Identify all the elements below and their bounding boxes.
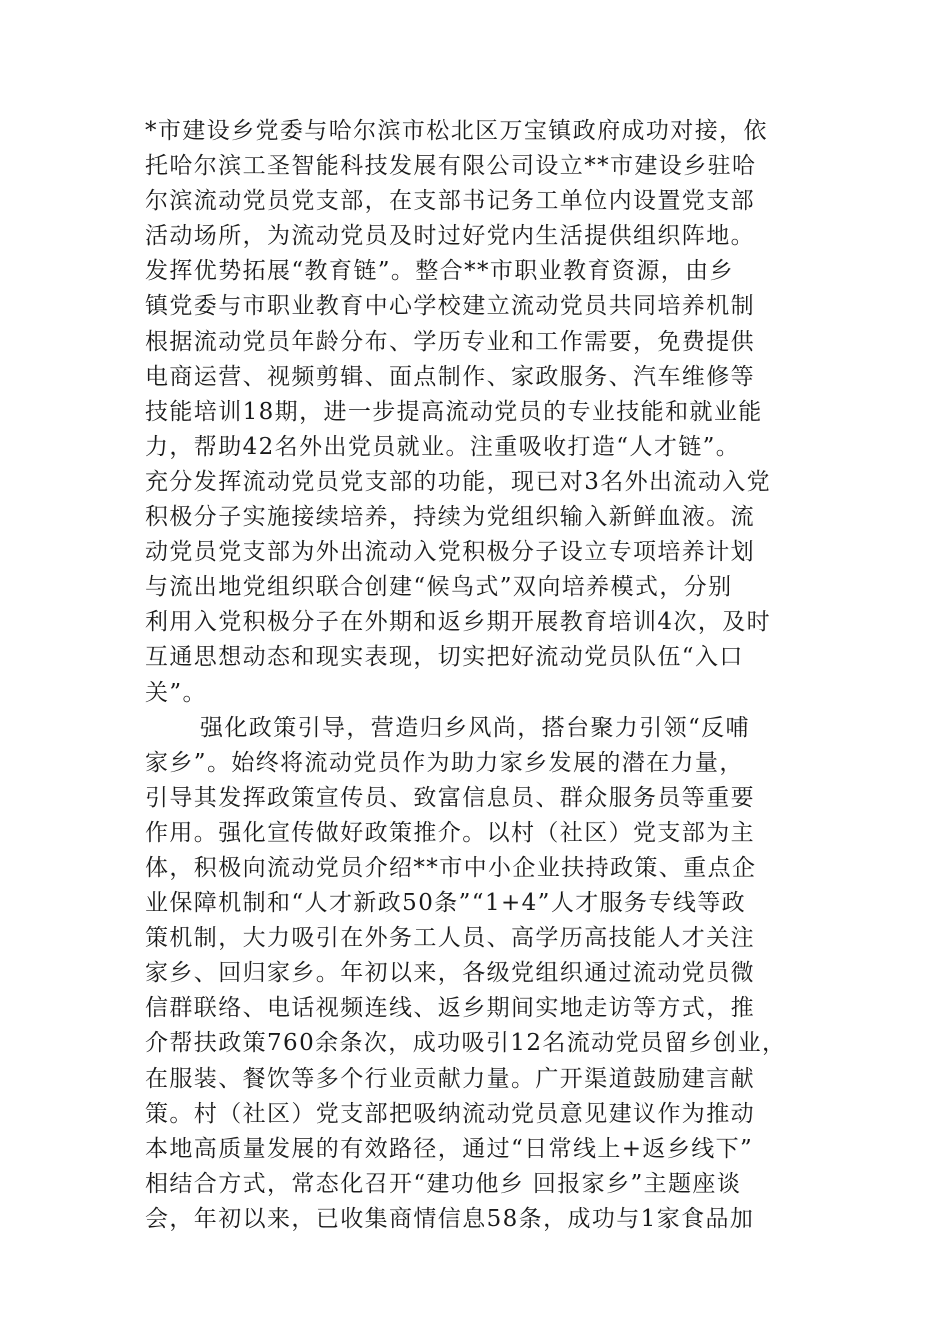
text-line: 尔滨流动党员党支部，在支部书记务工单位内设置党支部 [145,188,755,215]
text-line: 体，积极向流动党员介绍**市中小企业扶持政策、重点企 [145,854,757,881]
text-line: 活动场所，为流动党员及时过好党内生活提供组织阵地。 [145,223,755,250]
text-line: 相结合方式，常态化召开“建功他乡 回报家乡”主题座谈 [145,1170,742,1197]
text-line: 业保障机制和“人才新政50条”“1+4”人才服务专线等政 [145,890,747,917]
text-line: 积极分子实施接续培养，持续为党组织输入新鲜血液。流 [145,504,755,531]
text-line: 力，帮助42名外出党员就业。注重吸收打造“人才链”。 [145,433,741,460]
text-line: 家乡、回归家乡。年初以来，各级党组织通过流动党员微 [145,960,755,987]
text-line: 本地高质量发展的有效路径，通过“日常线上+返乡线下” [145,1135,754,1162]
paragraph-first-line: 强化政策引导，营造归乡风尚，搭台聚力引领“反哺 [200,714,750,741]
text-line: 动党员党支部为外出流动入党积极分子设立专项培养计划 [145,539,755,566]
text-line: 家乡”。始终将流动党员作为助力家乡发展的潜在力量， [145,749,744,776]
text-line: 互通思想动态和现实表现，切实把好流动党员队伍“入口 [145,644,744,671]
text-line: 在服装、餐饮等多个行业贡献力量。广开渠道鼓励建言献 [145,1065,755,1092]
text-line: 关”。 [145,679,207,706]
text-line: 介帮扶政策760余条次，成功吸引12名流动党员留乡创业， [145,1030,787,1057]
text-line: 作用。强化宣传做好政策推介。以村（社区）党支部为主 [145,819,755,846]
text-line: *市建设乡党委与哈尔滨市松北区万宝镇政府成功对接，依 [145,118,768,144]
text-line: 引导其发挥政策宣传员、致富信息员、群众服务员等重要 [145,784,755,811]
text-line: 根据流动党员年龄分布、学历专业和工作需要，免费提供 [145,328,755,355]
text-line: 与流出地党组织联合创建“候鸟式”双向培养模式，分别 [145,574,733,601]
text-line: 会，年初以来，已收集商情信息58条，成功与1家食品加 [145,1205,755,1232]
text-line: 信群联络、电话视频连线、返乡期间实地走访等方式，推 [145,995,755,1022]
text-line: 镇党委与市职业教育中心学校建立流动党员共同培养机制 [145,293,755,320]
body-text [145,114,825,1237]
text-line: 策。村（社区）党支部把吸纳流动党员意见建议作为推动 [145,1100,755,1127]
text-line: 托哈尔滨工圣智能科技发展有限公司设立**市建设乡驻哈 [145,153,757,180]
text-line: 技能培训18期，进一步提高流动党员的专业技能和就业能 [145,398,763,425]
text-line: 充分发挥流动党员党支部的功能，现已对3名外出流动入党 [145,468,772,495]
text-line: 利用入党积极分子在外期和返乡期开展教育培训4次，及时 [145,609,772,636]
text-line: 发挥优势拓展“教育链”。整合**市职业教育资源，由乡 [145,258,734,285]
text-line: 电商运营、视频剪辑、面点制作、家政服务、汽车维修等 [145,363,755,390]
text-line: 策机制，大力吸引在外务工人员、高学历高技能人才关注 [145,925,755,952]
